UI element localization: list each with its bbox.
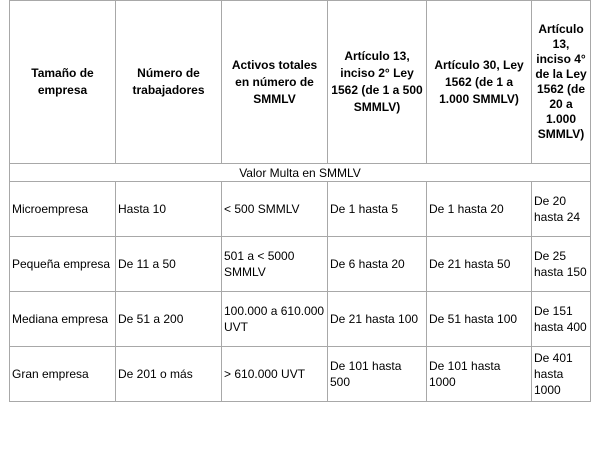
table-cell: De 101 hasta 1000 xyxy=(427,347,532,402)
header-cell-art13-inc2: Artículo 13, inciso 2° Ley 1562 (de 1 a 500 SMMLV) xyxy=(328,1,427,164)
fines-table xyxy=(9,0,591,402)
table-cell: > 610.000 UVT xyxy=(222,347,328,402)
table-row xyxy=(10,237,591,292)
table-row xyxy=(10,347,591,402)
table-cell: De 201 o más xyxy=(116,347,222,402)
table-cell: De 11 a 50 xyxy=(116,237,222,292)
table-cell: De 20 hasta 24 xyxy=(532,182,591,237)
table-cell: De 151 hasta 400 xyxy=(532,292,591,347)
subheader-cell: Valor Multa en SMMLV xyxy=(10,164,591,182)
table-cell: Pequeña empresa xyxy=(10,237,116,292)
table-cell: De 25 hasta 150 xyxy=(532,237,591,292)
table-cell: De 6 hasta 20 xyxy=(328,237,427,292)
table-cell: De 51 a 200 xyxy=(116,292,222,347)
table-cell: De 21 hasta 50 xyxy=(427,237,532,292)
table-cell: 501 a < 5000 SMMLV xyxy=(222,237,328,292)
header-cell-company-size: Tamaño de empresa xyxy=(10,1,116,164)
header-cell-workers: Número de trabajadores xyxy=(116,1,222,164)
table-cell: De 21 hasta 100 xyxy=(328,292,427,347)
header-cell-assets: Activos totales en número de SMMLV xyxy=(222,1,328,164)
table-cell: De 51 hasta 100 xyxy=(427,292,532,347)
table-row xyxy=(10,182,591,237)
header-cell-art30: Artículo 30, Ley 1562 (de 1 a 1.000 SMMLV) xyxy=(427,1,532,164)
header-cell-art13-inc4: Artículo 13, inciso 4° de la Ley 1562 (de 20 a 1.000 SMMLV) xyxy=(532,1,591,164)
subheader-row xyxy=(10,164,591,182)
table-cell: Gran empresa xyxy=(10,347,116,402)
header-row xyxy=(10,1,591,164)
table-cell: De 1 hasta 5 xyxy=(328,182,427,237)
table-cell: 100.000 a 610.000 UVT xyxy=(222,292,328,347)
table-cell: < 500 SMMLV xyxy=(222,182,328,237)
table-cell: De 1 hasta 20 xyxy=(427,182,532,237)
table-cell: Hasta 10 xyxy=(116,182,222,237)
table-cell: De 101 hasta 500 xyxy=(328,347,427,402)
table-cell: De 401 hasta 1000 xyxy=(532,347,591,402)
table-cell: Microempresa xyxy=(10,182,116,237)
table-cell: Mediana empresa xyxy=(10,292,116,347)
table-row xyxy=(10,292,591,347)
